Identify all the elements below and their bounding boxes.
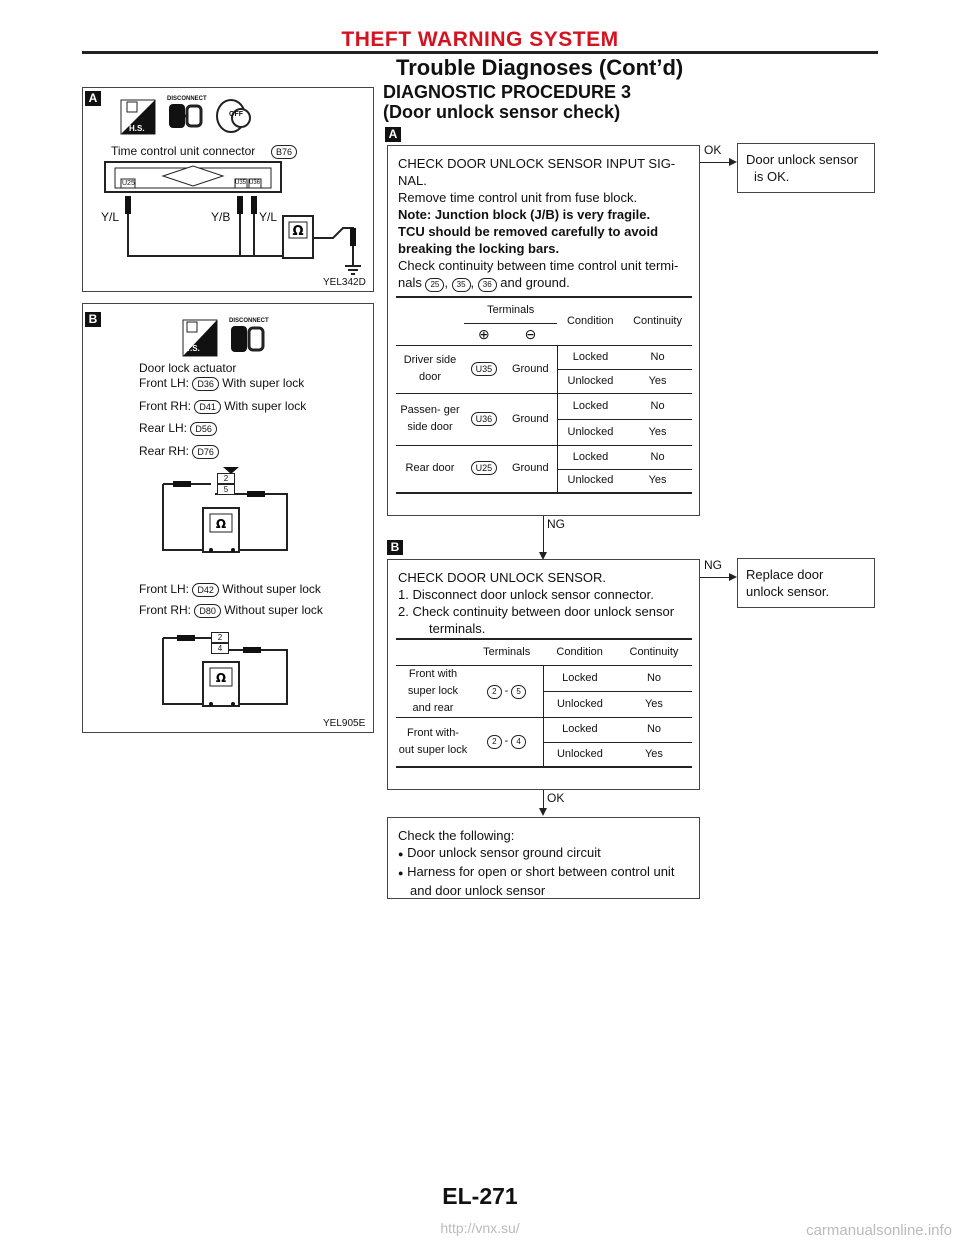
connector-id: D56 [190, 422, 217, 436]
minus-cell: Ground [511, 362, 549, 375]
pin-u36: U36 [249, 180, 261, 186]
step-b-ng-box [737, 558, 875, 608]
final-box [387, 817, 700, 899]
diagram-a-badge: A [85, 91, 101, 106]
step-a-badge: A [385, 127, 401, 142]
continuity-cell: Yes [644, 747, 663, 760]
condition-cell: Locked [543, 665, 616, 691]
ok-arrow [729, 158, 737, 166]
step-a-table [396, 296, 692, 494]
actuator-row-4 [139, 444, 219, 459]
row-position: Rear LH: [139, 421, 188, 435]
connector-id: D42 [192, 583, 219, 597]
condition-cell: Unlocked [557, 469, 623, 493]
col-header-condition: Condition [566, 314, 614, 327]
ground-symbol [345, 266, 361, 274]
wire-color-right: Y/L [259, 210, 278, 224]
door-cell: Passen- ger side door [400, 404, 460, 433]
terminal-badge: 2 [487, 685, 501, 699]
terminal-badge: U36 [471, 412, 498, 426]
col-header-minus: ⊖ [524, 325, 537, 342]
table-row [396, 665, 692, 691]
step-b-table [396, 638, 692, 768]
connector-id: D80 [194, 604, 221, 618]
ok-box-line: Door unlock sensor [746, 152, 858, 167]
bullet-text: Harness for open or short between control unit [407, 864, 675, 879]
table-row [396, 445, 692, 469]
step-a-note: Note: Junction block (J/B) is very fragile. [398, 207, 651, 222]
terminal-pair: 2 - 4 [470, 717, 543, 767]
step-a-ok-box [737, 143, 875, 193]
step-a-box [387, 145, 700, 516]
step-b-box [387, 559, 700, 790]
step-b-line: 2. Check continuity between door unlock sensor [398, 604, 675, 619]
terminal-badge: U35 [471, 362, 498, 376]
col-header-terminals: Terminals [483, 645, 531, 658]
pin-upper-a: 2 [217, 473, 235, 484]
connector-caption: Time control unit connector [111, 144, 256, 158]
condition-cell: Unlocked [543, 691, 616, 717]
ok-down-connector-line [543, 790, 544, 810]
connector-id: D36 [192, 377, 219, 391]
ng-right-arrow [729, 573, 737, 581]
step-b-ok-label: OK [547, 791, 565, 805]
probe-left [125, 196, 131, 214]
actuator-row-6 [139, 603, 323, 618]
row-position: Front LH: [139, 376, 190, 390]
connector-id: D76 [192, 445, 219, 459]
minus-cell: Ground [511, 412, 549, 425]
step-a-note: TCU should be removed carefully to avoid [398, 224, 659, 239]
probe-right [251, 196, 257, 214]
terminal-badge: 5 [511, 685, 525, 699]
svg-text:Ω: Ω [215, 671, 227, 685]
row-position: Rear RH: [139, 444, 190, 458]
step-b-line: 1. Disconnect door unlock sensor connector. [398, 587, 654, 602]
tcu-connector [105, 162, 281, 192]
step-a-line: and ground. [500, 275, 570, 290]
diagram-b-panel [82, 303, 374, 733]
step-b-badge: B [387, 540, 403, 555]
col-header-terminals: Terminals [464, 297, 557, 323]
probe-mid [237, 196, 243, 214]
svg-text:Ω: Ω [215, 517, 227, 531]
step-a-line: NAL. [398, 173, 427, 188]
ok-connector-line [700, 162, 730, 163]
row-description: Without super lock [222, 582, 321, 596]
bullet-icon: ● [398, 868, 404, 878]
final-bullet-1 [398, 844, 689, 863]
ng-box-line: Replace door [746, 567, 824, 582]
continuity-cell: Yes [648, 474, 667, 487]
step-a-line: Remove time control unit from fuse block. [398, 190, 638, 205]
table-row [396, 393, 692, 419]
watermark: carmanualsonline.info [806, 1222, 952, 1239]
actuator-row-5 [139, 582, 321, 597]
ng-box-line: unlock sensor. [746, 584, 830, 599]
page-subtitle: Trouble Diagnoses (Cont’d) [396, 55, 684, 80]
footer-link[interactable]: http://vnx.su/ [440, 1220, 520, 1236]
terminal-35: 35 [452, 278, 471, 292]
connector-id: D41 [194, 400, 221, 414]
procedure-title [383, 82, 631, 122]
wire-color-mid: Y/B [211, 210, 231, 224]
row-position: Front LH: [139, 582, 190, 596]
disconnect-icon [169, 104, 201, 128]
row-position: Front RH: [139, 603, 192, 617]
diagram-a-disconnect-label: DISCONNECT [167, 96, 207, 102]
table-row [396, 345, 692, 369]
bullet-text: and door unlock sensor [410, 883, 546, 898]
condition-cell: Unlocked [543, 742, 616, 767]
final-line: Check the following: [398, 828, 515, 843]
step-a-note: breaking the locking bars. [398, 241, 560, 256]
terminal-badge: 2 [487, 735, 501, 749]
continuity-cell: No [623, 445, 692, 469]
condition-cell: Unlocked [557, 419, 623, 445]
pin-lower-a: 2 [211, 632, 229, 643]
header-rule [82, 51, 878, 54]
terminal-25: 25 [425, 278, 444, 292]
row-position: Front RH: [139, 399, 192, 413]
table-row [396, 717, 692, 742]
type-cell: Front with- out super lock [398, 726, 468, 756]
door-cell: Driver side door [403, 354, 457, 383]
ok-down-arrow [539, 808, 547, 816]
step-a-line: CHECK DOOR UNLOCK SENSOR INPUT SIG- [398, 156, 676, 171]
ok-box-line: is OK. [754, 169, 790, 184]
condition-cell: Locked [557, 393, 623, 419]
step-a-ng-label: NG [547, 517, 565, 531]
svg-text:Ω: Ω [292, 224, 304, 239]
page-number: EL-271 [442, 1183, 518, 1209]
step-a-ok-label: OK [704, 143, 722, 157]
actuator-title: Door lock actuator [139, 361, 237, 375]
ng-connector-line [543, 516, 544, 554]
col-header-continuity: Continuity [633, 314, 682, 327]
continuity-cell: No [616, 717, 692, 742]
disconnect-icon [231, 326, 263, 352]
condition-cell: Locked [543, 717, 616, 742]
pin-u25: U25 [122, 180, 135, 187]
continuity-cell: Yes [648, 374, 667, 387]
continuity-cell: Yes [648, 425, 667, 438]
type-cell: Front with super lock and rear [407, 667, 459, 714]
terminal-badge: 4 [511, 735, 525, 749]
bullet-text: Door unlock sensor ground circuit [407, 845, 601, 860]
hs-label: H.S. [129, 124, 145, 133]
continuity-cell: No [623, 393, 692, 419]
actuator-row-3 [139, 421, 217, 436]
procedure-title-line1: DIAGNOSTIC PROCEDURE 3 [383, 82, 632, 102]
condition-cell: Locked [557, 345, 623, 369]
diagram-b-badge: B [85, 312, 101, 327]
diagram-a-drawing [83, 88, 373, 291]
step-a-line: nals [398, 275, 422, 290]
condition-cell: Unlocked [557, 369, 623, 393]
continuity-cell: No [623, 345, 692, 369]
diagram-b-disconnect-label: DISCONNECT [229, 318, 269, 324]
door-cell: Rear door [405, 462, 455, 475]
bullet-icon: ● [398, 849, 404, 859]
final-bullet-2 [398, 863, 689, 882]
step-b-line: terminals. [429, 621, 486, 636]
diagram-a-panel [82, 87, 374, 292]
actuator-row-1 [139, 376, 304, 391]
pin-lower-b: 4 [211, 643, 229, 654]
col-header-condition: Condition [556, 645, 603, 658]
row-description: With super lock [222, 376, 305, 390]
row-description: With super lock [224, 399, 307, 413]
diagram-b-ref: YEL905E [323, 718, 366, 729]
off-label: OFF [229, 111, 243, 118]
minus-cell: Ground [511, 462, 549, 475]
terminal-badge: U25 [471, 461, 498, 475]
diagram-a-ref: YEL342D [323, 277, 366, 288]
section-title: THEFT WARNING SYSTEM [341, 28, 619, 51]
ts-label: T.S. [186, 344, 200, 353]
connector-id-b76: B76 [271, 145, 297, 159]
condition-cell: Locked [557, 445, 623, 469]
pin-upper-b: 5 [217, 484, 235, 495]
terminal-36: 36 [478, 278, 497, 292]
step-b-line: CHECK DOOR UNLOCK SENSOR. [398, 570, 607, 585]
step-b-ng-label: NG [704, 558, 722, 572]
row-description: Without super lock [224, 603, 323, 617]
step-a-terminals-line: nals 25 , 35 , 36 and ground. [398, 275, 570, 290]
step-a-line: Check continuity between time control unit termi- [398, 258, 679, 273]
col-header-continuity: Continuity [629, 645, 679, 658]
wire-color-left: Y/L [101, 210, 120, 224]
ohmmeter-icon [283, 216, 313, 258]
col-header-plus: ⊕ [477, 325, 490, 342]
actuator-row-2 [139, 399, 306, 414]
ng-right-connector-line [700, 577, 730, 578]
continuity-cell: Yes [644, 697, 663, 710]
continuity-cell: No [616, 665, 692, 691]
pin-u35: U35 [235, 180, 247, 186]
terminal-pair: 2 - 5 [470, 665, 543, 717]
procedure-title-line2: (Door unlock sensor check) [383, 102, 621, 122]
